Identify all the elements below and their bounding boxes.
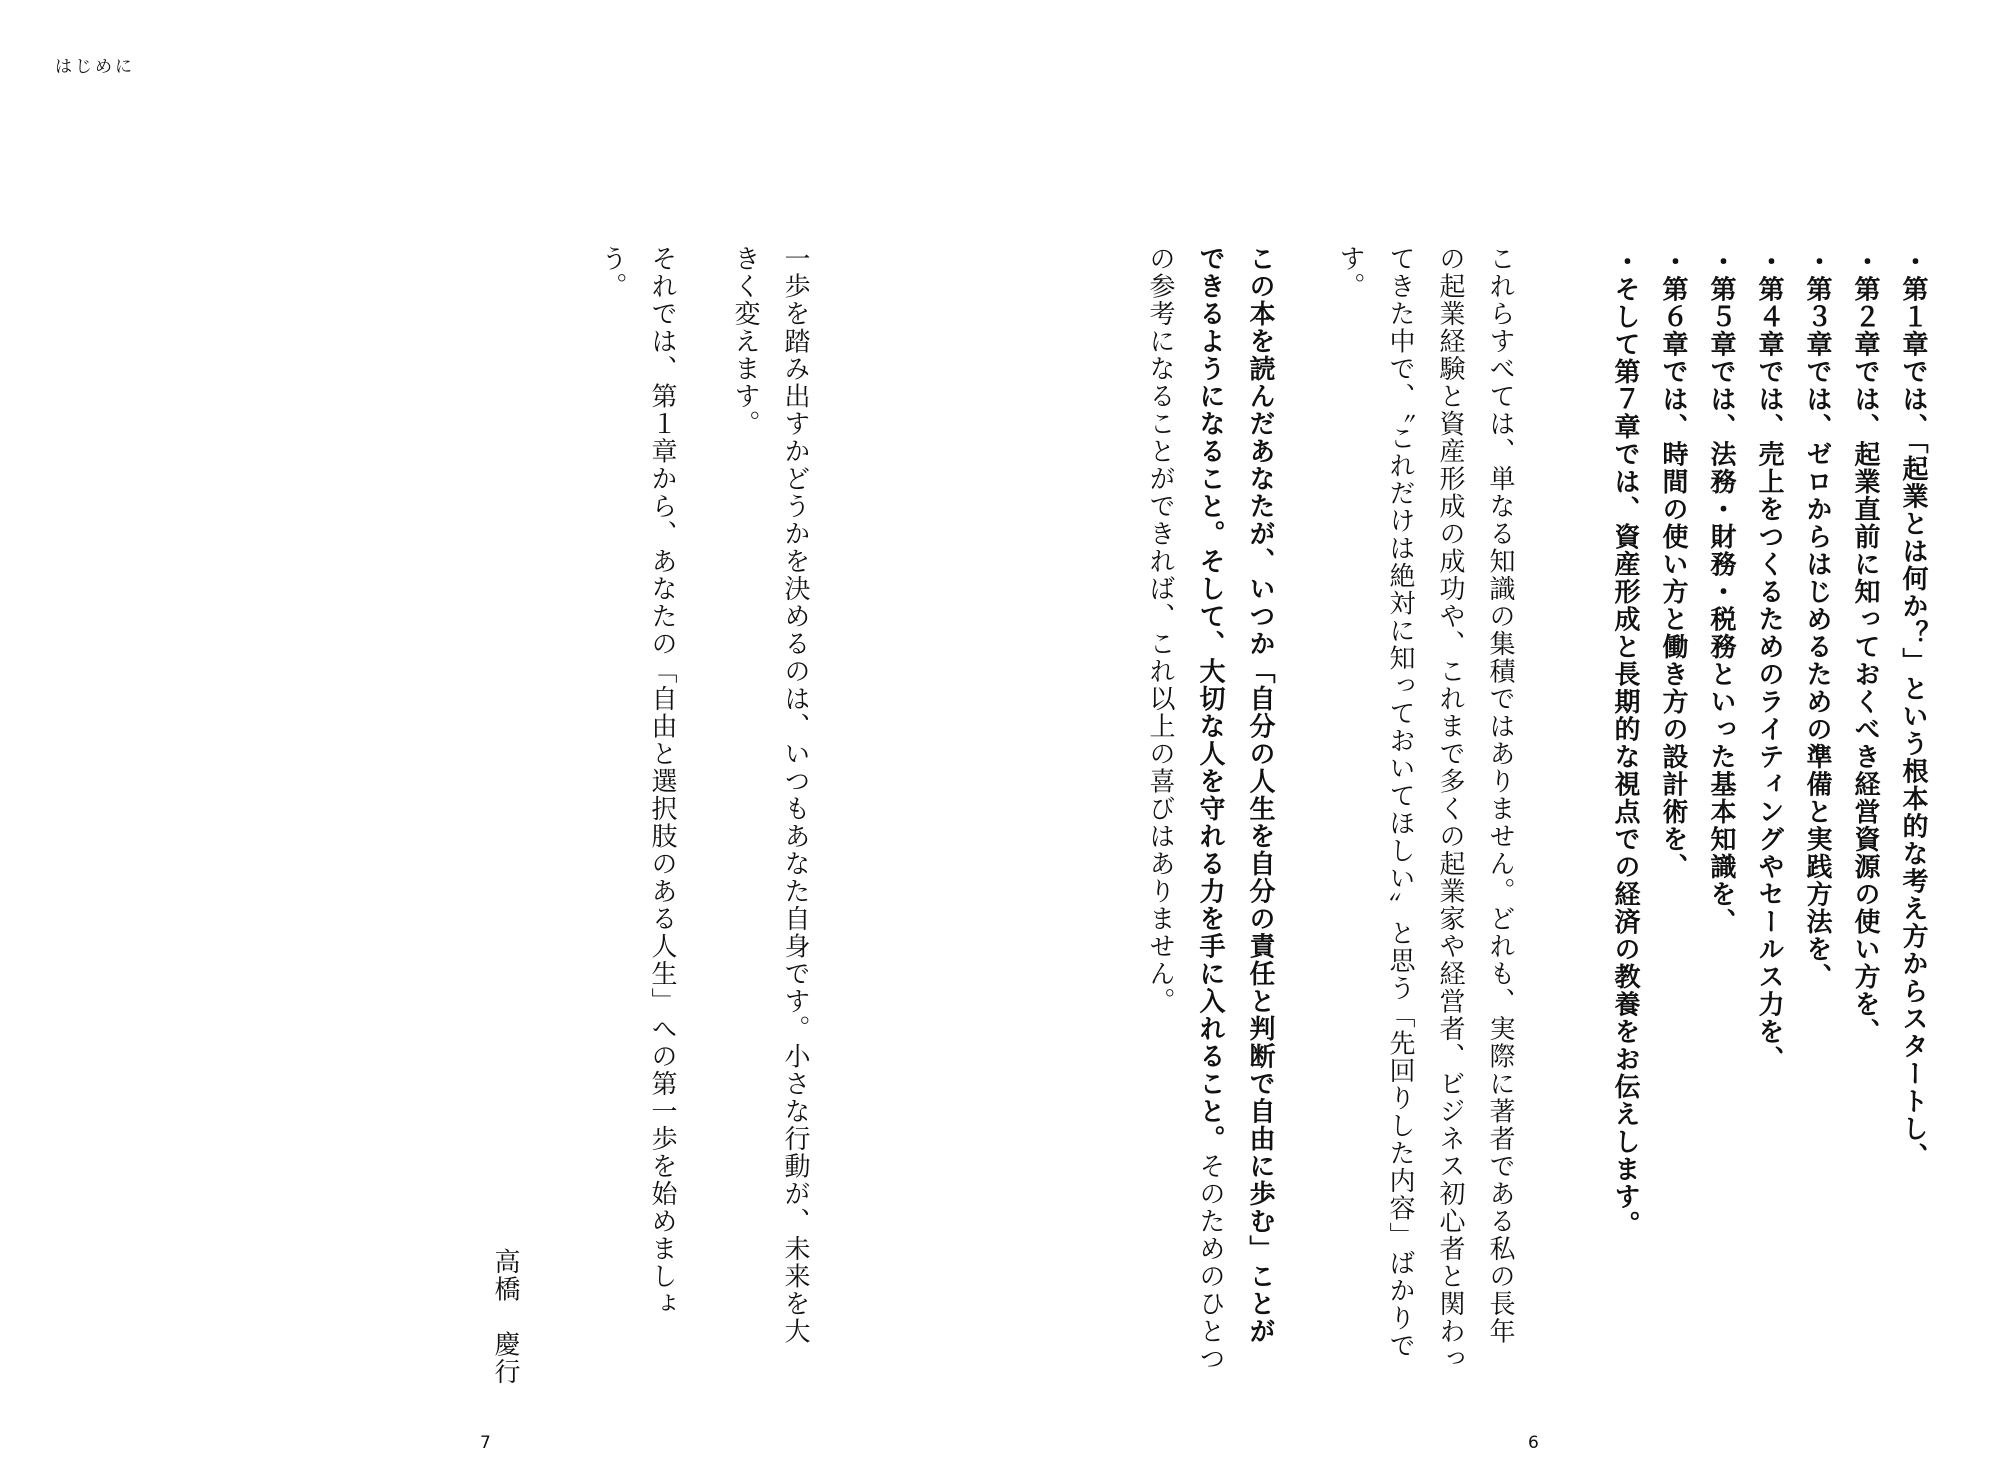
paragraph-line-mixed [1185,245,1235,1373]
paragraph-first-step [720,245,820,1345]
paragraph-hope [1135,245,1285,1373]
paragraph-summary [1325,245,1525,1373]
paragraph-line: す。 [1335,245,1365,300]
author-signature: 高橋 慶行 [490,1248,520,1386]
bold-phrase: できるようになること。そして、大切な人を守れる力を手に入れること。 [1195,245,1225,1153]
paragraph-line-bold: この本を読んだあなたが、いつか「自分の人生を自分の責任と判断で自由に歩む」ことが [1245,245,1275,1345]
page-number-right: 6 [1528,1433,1539,1453]
paragraph-line: の参考になることができれば、これ以上の喜びはありません。 [1145,245,1175,1015]
paragraph-line: 一歩を踏み出すかどうかを決めるのは、いつもあなた自身です。小さな行動が、未来を大 [780,245,810,1345]
list-item: ・そして第７章では、資産形成と長期的な視点での経済の教養をお伝えします。 [1610,248,1640,1238]
paragraph-line: きく変えます。 [730,245,760,438]
list-item: ・第６章では、時間の使い方と働き方の設計術を、 [1658,248,1688,881]
list-item: ・第５章では、法務・財務・税務といった基本知識を、 [1706,248,1736,936]
page-number-left: 7 [480,1433,491,1453]
paragraph-line: てきた中で、〝これだけは絶対に知っておいてほしい〟と思う「先回りした内容」ばかりで [1385,245,1415,1360]
paragraph-line: の起業経験と資産形成の成功や、これまで多くの起業家や経営者、ビジネス初心者と関わっ [1435,245,1465,1373]
chapter-summary-list [1601,248,1937,1428]
list-item: ・第４章では、売上をつくるためのライティングやセールス力を、 [1754,248,1784,1073]
chapter-header: はじめに [55,57,135,77]
list-item: ・第３章では、ゼロからはじめるための準備と実践方法を、 [1802,248,1832,991]
list-item: ・第２章では、起業直前に知っておくべき経営資源の使い方を、 [1850,248,1880,1046]
paragraph-line: それでは、第１章から、あなたの「自由と選択肢のある人生」への第一歩を始めましょ [647,245,677,1318]
list-item: ・第１章では、「起業とは何か？」という根本的な考え方からスタートし、 [1898,248,1928,1170]
paragraph-line: これらすべては、単なる知識の集積ではありません。どれも、実際に著者である私の長年 [1485,245,1515,1345]
paragraph-line: う。 [597,245,627,300]
paragraph-closing [587,245,687,1318]
regular-phrase: そのためのひとつ [1195,1152,1225,1373]
